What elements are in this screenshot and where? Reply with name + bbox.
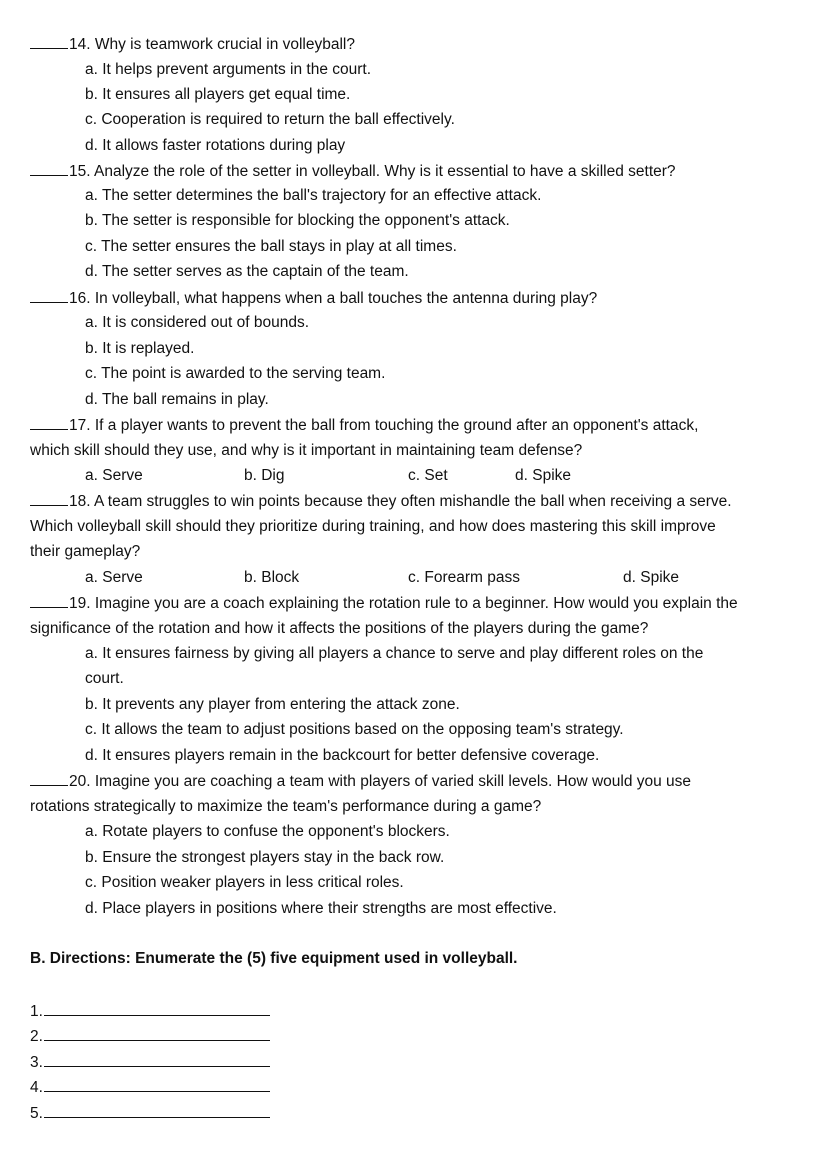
q14-option-d: d. It allows faster rotations during play xyxy=(85,137,346,154)
enumeration-number-4: 4. xyxy=(30,1079,43,1096)
enumeration-number-5: 5. xyxy=(30,1105,43,1122)
question-14 xyxy=(30,34,355,55)
q19-option-a-line2: court. xyxy=(85,670,124,687)
q16-option-c: c. The point is awarded to the serving team. xyxy=(85,365,386,382)
q18-option-c: c. Forearm pass xyxy=(408,569,520,586)
question-19-stem-line1: 19. Imagine you are a coach explaining the rotation rule to a beginner. How would you explain the xyxy=(69,595,738,612)
q15-option-d: d. The setter serves as the captain of the team. xyxy=(85,263,409,280)
enumeration-number-3: 3. xyxy=(30,1054,43,1071)
question-14-stem: 14. Why is teamwork crucial in volleyball? xyxy=(69,36,355,53)
enumeration-number-1: 1. xyxy=(30,1003,43,1020)
enumeration-item-2 xyxy=(30,1026,270,1047)
q19-option-b: b. It prevents any player from entering the attack zone. xyxy=(85,696,460,713)
q19-option-d: d. It ensures players remain in the backcourt for better defensive coverage. xyxy=(85,747,600,764)
question-17-stem-line2: which skill should they use, and why is it important in maintaining team defense? xyxy=(30,442,583,459)
q19-option-a-line1: a. It ensures fairness by giving all players a chance to serve and play different roles on the xyxy=(85,645,704,662)
q16-option-a: a. It is considered out of bounds. xyxy=(85,314,310,331)
question-20-stem-line1: 20. Imagine you are coaching a team with players of varied skill levels. How would you use xyxy=(69,773,692,790)
answer-blank-15[interactable] xyxy=(30,161,68,176)
q16-option-d: d. The ball remains in play. xyxy=(85,391,269,408)
question-18-stem-line1: 18. A team struggles to win points because they often mishandle the ball when receiving a serve. xyxy=(69,493,732,510)
question-20 xyxy=(30,771,691,792)
enumeration-number-2: 2. xyxy=(30,1028,43,1045)
question-16-stem: 16. In volleyball, what happens when a ball touches the antenna during play? xyxy=(69,290,598,307)
answer-blank-14[interactable] xyxy=(30,34,68,49)
answer-blank-20[interactable] xyxy=(30,771,68,786)
enumeration-item-5 xyxy=(30,1103,270,1124)
q16-option-b: b. It is replayed. xyxy=(85,340,195,357)
q20-option-a: a. Rotate players to confuse the opponent's blockers. xyxy=(85,823,450,840)
question-17-stem-line1: 17. If a player wants to prevent the ball from touching the ground after an opponent's attack, xyxy=(69,417,699,434)
question-18-stem-line3: their gameplay? xyxy=(30,543,141,560)
section-b-heading: B. Directions: Enumerate the (5) five equipment used in volleyball. xyxy=(30,950,518,967)
q18-option-b: b. Block xyxy=(244,569,300,586)
q14-option-a: a. It helps prevent arguments in the court. xyxy=(85,61,372,78)
q14-option-c: c. Cooperation is required to return the ball effectively. xyxy=(85,111,455,128)
question-18-stem-line2: Which volleyball skill should they prioritize during training, and how does mastering this skill improve xyxy=(30,518,716,535)
enumeration-item-3 xyxy=(30,1052,270,1073)
answer-blank-16[interactable] xyxy=(30,288,68,303)
enumeration-blank-5[interactable] xyxy=(44,1103,270,1118)
q17-option-b: b. Dig xyxy=(244,467,285,484)
q20-option-d: d. Place players in positions where their strengths are most effective. xyxy=(85,900,557,917)
enumeration-blank-3[interactable] xyxy=(44,1052,270,1067)
question-16 xyxy=(30,288,597,309)
q20-option-c: c. Position weaker players in less critical roles. xyxy=(85,874,404,891)
enumeration-blank-1[interactable] xyxy=(44,1001,270,1016)
answer-blank-19[interactable] xyxy=(30,593,68,608)
q17-option-c: c. Set xyxy=(408,467,448,484)
q18-option-d: d. Spike xyxy=(623,569,680,586)
q17-option-d: d. Spike xyxy=(515,467,572,484)
question-20-stem-line2: rotations strategically to maximize the team's performance during a game? xyxy=(30,798,542,815)
answer-blank-18[interactable] xyxy=(30,491,68,506)
question-17 xyxy=(30,415,698,436)
question-19 xyxy=(30,593,738,614)
answer-blank-17[interactable] xyxy=(30,415,68,430)
enumeration-blank-4[interactable] xyxy=(44,1077,270,1092)
q19-option-c: c. It allows the team to adjust positions based on the opposing team's strategy. xyxy=(85,721,624,738)
q15-option-c: c. The setter ensures the ball stays in play at all times. xyxy=(85,238,457,255)
q15-option-a: a. The setter determines the ball's trajectory for an effective attack. xyxy=(85,187,542,204)
question-15 xyxy=(30,161,676,182)
enumeration-blank-2[interactable] xyxy=(44,1026,270,1041)
question-15-stem: 15. Analyze the role of the setter in volleyball. Why is it essential to have a skilled setter? xyxy=(69,163,676,180)
q15-option-b: b. The setter is responsible for blocking the opponent's attack. xyxy=(85,212,510,229)
question-18 xyxy=(30,491,732,512)
question-19-stem-line2: significance of the rotation and how it affects the positions of the players during the game? xyxy=(30,620,649,637)
q20-option-b: b. Ensure the strongest players stay in the back row. xyxy=(85,849,445,866)
enumeration-item-1 xyxy=(30,1001,270,1022)
q18-option-a: a. Serve xyxy=(85,569,143,586)
q17-option-a: a. Serve xyxy=(85,467,143,484)
q14-option-b: b. It ensures all players get equal time. xyxy=(85,86,351,103)
enumeration-item-4 xyxy=(30,1077,270,1098)
